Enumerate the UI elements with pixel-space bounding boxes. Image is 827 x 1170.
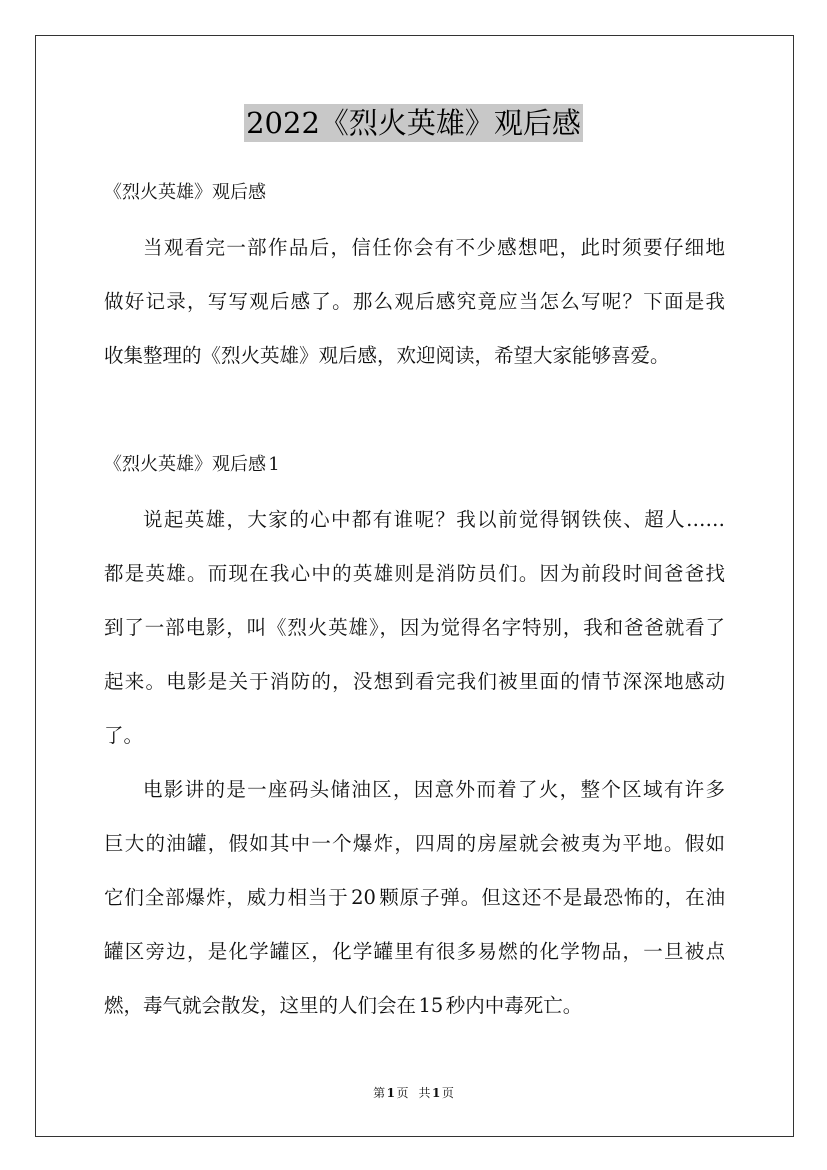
body-paragraph [104,493,725,763]
page-footer [0,1083,827,1103]
paragraph-line: 收集整理的《烈火英雄》观后感，欢迎阅读，希望大家能够喜爱。 [104,344,670,367]
footer-total-suffix: 页 [441,1086,454,1100]
body-paragraph [104,763,725,1033]
paragraph-line: 电影讲的是一座码头储油区，因意外而着了火，整个区域有许多 [143,778,725,801]
paragraph-line: 都是英雄。而现在我心中的英雄则是消防员们。因为前段时间爸爸找 [104,562,725,585]
title-container [0,104,827,142]
paragraph-line: 到了一部电影，叫《烈火英雄》，因为觉得名字特别，我和爸爸就看了 [104,616,725,639]
paragraph-line: 起来。电影是关于消防的，没想到看完我们被里面的情节深深地感动 [104,670,725,693]
paragraph-line: 当观看完一部作品后，信任你会有不少感想吧，此时须要仔细地 [143,236,725,259]
paragraph-line: 燃，毒气就会散发，这里的人们会在15秒内中毒死亡。 [104,994,583,1017]
document-title: 2022《烈火英雄》观后感 [246,106,581,140]
paragraph-line: 了。 [104,724,144,747]
intro-heading: 《烈火英雄》观后感 [104,182,266,203]
paragraph-line: 罐区旁边，是化学罐区，化学罐里有很多易燃的化学物品，一旦被点 [104,940,725,963]
paragraph-line: 做好记录，写写观后感了。那么观后感究竟应当怎么写呢？下面是我 [104,290,725,313]
intro-paragraph [104,221,725,383]
section-heading: 《烈火英雄》观后感1 [104,454,280,475]
footer-page-prefix: 第 [373,1086,387,1100]
paragraph-line: 巨大的油罐，假如其中一个爆炸，四周的房屋就会被夷为平地。假如 [104,832,725,855]
footer-total-pages: 1 [430,1086,442,1100]
paragraph-line: 说起英雄，大家的心中都有谁呢？我以前觉得钢铁侠、超人…… [143,508,725,531]
paragraph-line: 它们全部爆炸，威力相当于20颗原子弹。但这还不是最恐怖的，在油 [104,886,725,909]
footer-total-prefix: 共 [418,1086,431,1100]
footer-page-suffix: 页 [396,1086,409,1100]
footer-page-number: 1 [386,1086,397,1100]
